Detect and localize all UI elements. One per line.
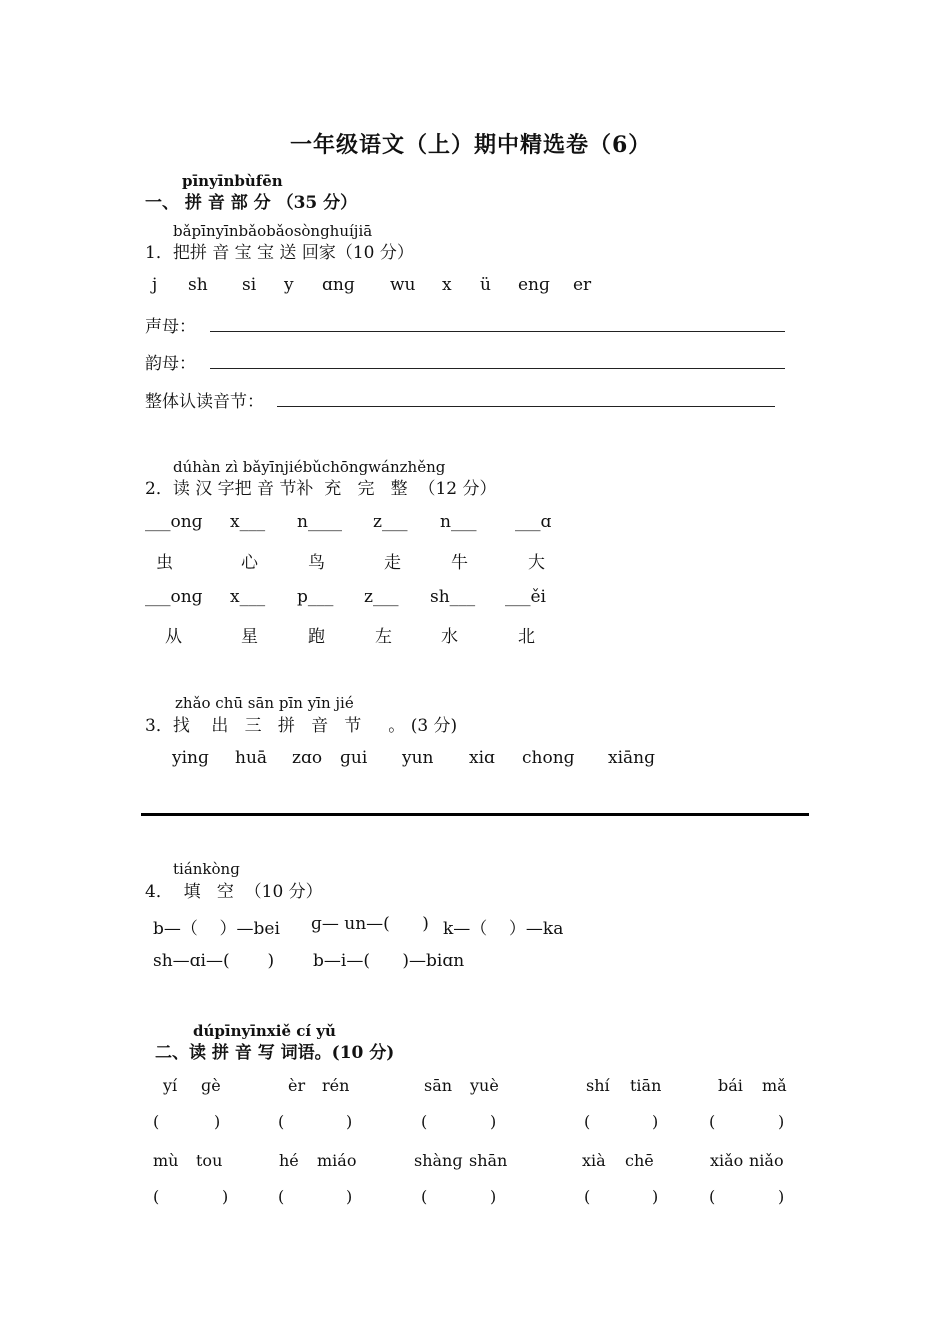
word-pinyin: rén (322, 1076, 350, 1095)
blank-syllable[interactable]: x___ (230, 587, 266, 607)
q2-heading: 2．读 汉 字把 音 节补 充 完 整 （12 分） (145, 479, 497, 499)
q4-pinyin: tiánkònɡ (173, 860, 240, 878)
page-title: 一年级语文（上）期中精选卷（6） (290, 132, 652, 158)
yunmu-answer-line[interactable] (210, 368, 785, 369)
blank-syllable[interactable]: z___ (373, 512, 408, 532)
part2-heading: 二、读 拼 音 写 词语。(10 分) (155, 1043, 395, 1063)
syllable[interactable]: xiānɡ (608, 748, 655, 768)
hanzi: 从 (165, 627, 182, 647)
hanzi: 走 (384, 553, 401, 573)
syllable: enɡ (518, 275, 550, 295)
blank-syllable[interactable]: z___ (364, 587, 399, 607)
shengmu-answer-line[interactable] (210, 331, 785, 332)
syllable[interactable]: huā (235, 748, 268, 768)
syllable: ü (480, 275, 491, 295)
hanzi: 鸟 (308, 553, 325, 573)
hanzi: 牛 (451, 553, 468, 573)
word-pinyin: mǎ (762, 1076, 787, 1095)
q3-pinyin: zhǎo chū sān pīn yīn jié (175, 694, 354, 712)
syllable: sh (188, 275, 208, 295)
q1-heading: 1．把拼 音 宝 宝 送 回家（10 分） (145, 243, 414, 263)
word-pinyin: tou (196, 1151, 223, 1170)
fill-blank[interactable]: k—（ ）—ka (443, 919, 564, 939)
word-pinyin: miáo (317, 1151, 357, 1170)
syllable: y (284, 275, 294, 295)
syllable[interactable]: chonɡ (522, 748, 575, 768)
q2-pinyin: dúhàn zì bǎyīnjiébǔchōngwánzhěng (173, 458, 446, 476)
syllable[interactable]: ɡui (340, 748, 368, 768)
word-pinyin: niǎo (749, 1151, 784, 1170)
blank-syllable[interactable]: n___ (440, 512, 477, 532)
shengmu-label: 声母： (145, 317, 196, 337)
word-pinyin: sān (424, 1076, 453, 1095)
part1-heading: 一、 拼 音 部 分 （35 分） (145, 193, 358, 213)
blank-syllable[interactable]: x___ (230, 512, 266, 532)
word-pinyin: èr (288, 1076, 306, 1095)
part2-pinyin: dúpīnyīnxiě cí yǔ (193, 1022, 336, 1040)
syllable: wu (390, 275, 416, 295)
hanzi: 虫 (156, 553, 173, 573)
word-pinyin: tiān (630, 1076, 662, 1095)
blank-syllable[interactable]: ___onɡ (145, 587, 203, 607)
section-divider (141, 813, 809, 816)
word-pinyin: ɡè (201, 1076, 221, 1095)
yunmu-label: 韵母： (145, 354, 196, 374)
fill-blank[interactable]: b—i—( )—biɑn (313, 951, 465, 971)
hanzi: 北 (518, 627, 535, 647)
fill-blank[interactable]: sh—ɑi—( ) (153, 951, 275, 971)
blank-syllable[interactable]: ___ěi (505, 587, 546, 607)
word-pinyin: bái (718, 1076, 743, 1095)
word-pinyin: xiǎo (710, 1151, 744, 1170)
q4-heading: 4． 填 空 （10 分） (145, 882, 323, 902)
q1-pinyin: bǎpīnyīnbǎobǎosònghuíjiā (173, 222, 373, 240)
word-pinyin: xià (582, 1151, 606, 1170)
syllable: j (152, 275, 158, 295)
blank-syllable[interactable]: p___ (297, 587, 334, 607)
blank-syllable[interactable]: ___onɡ (145, 512, 203, 532)
word-pinyin: mù (153, 1151, 179, 1170)
blank-syllable[interactable]: ___ɑ (515, 512, 552, 532)
syllable[interactable]: yun (402, 748, 434, 768)
word-pinyin: shān (469, 1151, 508, 1170)
word-pinyin: hé (279, 1151, 299, 1170)
syllable: ɑnɡ (322, 275, 355, 295)
hanzi: 跑 (308, 627, 325, 647)
syllable[interactable]: zɑo (292, 748, 323, 768)
hanzi: 心 (241, 553, 258, 573)
word-pinyin: shànɡ (414, 1151, 463, 1170)
fill-blank[interactable]: ɡ— un—( ) (311, 914, 429, 934)
syllable: si (242, 275, 257, 295)
hanzi: 星 (241, 627, 258, 647)
word-pinyin: chē (625, 1151, 654, 1170)
zhengti-answer-line[interactable] (277, 406, 775, 407)
q3-heading: 3．找 出 三 拼 音 节 。 (3 分) (145, 716, 458, 736)
word-pinyin: yuè (470, 1076, 499, 1095)
syllable[interactable]: yinɡ (172, 748, 209, 768)
hanzi: 左 (375, 627, 392, 647)
hanzi: 水 (441, 627, 458, 647)
blank-syllable[interactable]: sh___ (430, 587, 476, 607)
fill-blank[interactable]: b—（ ）—bei (153, 919, 280, 939)
hanzi: 大 (528, 553, 545, 573)
syllable: er (573, 275, 592, 295)
part1-pinyin: pīnyīnbùfēn (182, 172, 283, 190)
blank-syllable[interactable]: n____ (297, 512, 342, 532)
zhengti-label: 整体认读音节： (145, 392, 264, 412)
word-pinyin: shí (586, 1076, 610, 1095)
syllable: x (442, 275, 452, 295)
syllable[interactable]: xiɑ (469, 748, 495, 768)
word-pinyin: yí (163, 1076, 178, 1095)
